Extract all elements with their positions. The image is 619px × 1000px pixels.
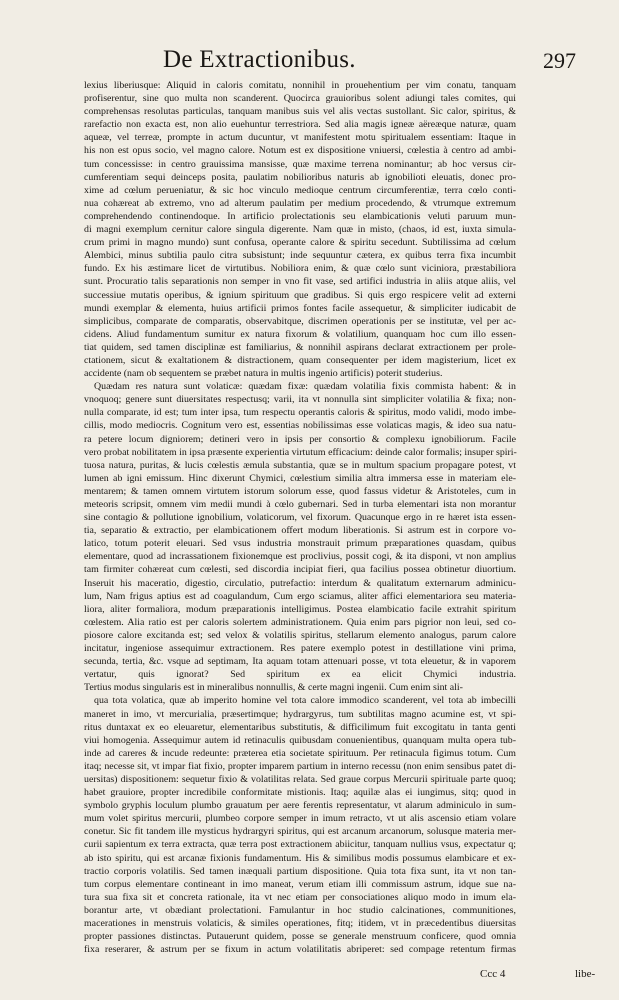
page-footer: [0, 966, 619, 986]
text-line: aqueæ, vel terreæ, prompte in actum ducuntur, vt manifestent motu spiritualem essentiam: Itaque in: [84, 132, 516, 144]
text-line: ab isto spiritu, qui est arcanæ fixionis fundamentum. His & similibus modis possumus elambicare et ex-: [84, 852, 516, 864]
text-line: maneret in imo, vt mercurialia, præsertimque; hydrargyrus, tum subtilitas magno acumine est, vt spi-: [84, 708, 516, 720]
text-line: di magni exemplum cernitur calore singula digerente. Nam quæ in misto, (chaos, id est, iuxta simula-: [84, 224, 516, 236]
text-line: his non est opus socio, vel magno calore. Notum est ex dispositione vniuersi, cœlestia à centro ad ambi-: [84, 145, 516, 157]
text-line: tractio corporis volatilis. Sed tamen inæquali partium dispositione. Quia tota fixa sunt, ita vt non tan-: [84, 865, 516, 877]
text-line: uersitas) dispositionem: sequetur fixio & volatilitas relata. Sed graue corpus Mercurii spirituale parte quoq;: [84, 773, 516, 785]
text-line: mentarem; & tamen omnem virtutem istorum solorum esse, quod fassus videtur & Aristoteles, cum in: [84, 485, 516, 497]
text-line: cillis, modo mediocris. Cognitum vero est, essentias nobilissimas esse volaticas magis, & ideo sua natu-: [84, 420, 516, 432]
text-line: vero probat nobilitatem in ipsa præsente experientia virtutum efficacium: deinde calor formalis; insuper spiri-: [84, 446, 517, 458]
page-number: 297: [543, 48, 576, 73]
text-line: cumferentiam sequi deinceps posita, paulatim nobilioribus naturis ab ignobilioti eleuatis, donec pro-: [84, 171, 516, 183]
text-line: accidente (nam ob sequentem se præbet natura in multis ingenio artificis) poterit studerius.: [84, 368, 443, 380]
text-line: tura sua fixa sit et concreta rationale, ita vt nec etiam per consociationes aliquo modo in imum ela-: [84, 891, 516, 903]
page-header: [0, 44, 619, 76]
text-line: mum volet spiritus mercurii, plumbeo corpore semper in imum retracto, vt ut alis ascensio etiam volare: [84, 813, 516, 825]
text-line: elementare, quod ad incrassationem fixionemque est proclivius, possit cogi, & ita disponi, vt non amplius: [84, 551, 516, 563]
text-line: tum concessisse: in centro grauissima mansisse, quæ maxime terrena nominantur; ab hoc versus cir-: [84, 158, 516, 170]
text-line: rarefactio non exacta est, non alio euehuntur terrestriora. Sed alia magis igneæ aëreæque naturæ, quam: [84, 119, 516, 131]
text-line: borantur arte, vt obædiant prolectationi. Famulantur in hoc studio calcinationes, communitiones,: [84, 904, 516, 916]
text-line: secunda, tertia, &c. vsque ad septimam, Ita aquam totam attenuari posse, vt tota eleuetur, & in vaporem: [84, 656, 516, 668]
text-line: profiserentur, sine quo multa non scanderent. Quocirca grauioribus solent adiungi tales comites, qui: [84, 93, 516, 105]
text-line: macerationes in menstruis volaticis, & similes operationes, fitq; itidem, vt in præcedentibus diuersitas: [84, 918, 516, 929]
text-line: habet grauiore, propter incredibile conformitate mistionis. Itaq; aquilæ alas ei iungimus, sitq; quod in: [84, 787, 516, 799]
text-line: piosore calore excitanda est; sed velox & volatilis spiritus, stellarum elemento analogus, parum calore: [84, 629, 516, 641]
text-line: ritus duntaxat ex eo eleuaretur, elementaribus substitutis, & difficilimum fuit excogitatu in tanta genti: [84, 721, 516, 733]
text-line: vnoquoq; genere sunt diuersitates respectusq; varii, ita vt nonnulla sint simpliciter volatilia & fixa; non-: [84, 394, 516, 406]
text-line: propter passiones distinctas. Putauerunt quidem, posse se generale menstruum conficere, quod omnia: [84, 931, 516, 943]
text-line: conetur. Sic fit tandem ille mysticus hydrargyri spiritus, qui est arcanum arcanorum, solusque materia mer-: [84, 826, 516, 838]
text-line: inde ad careres & incude redeunte: præterea etia societate spirituum. Per retinacula figimus totum. Cum: [84, 747, 516, 759]
text-line: comprehensas resolutas particulas, tanquam manibus suis vel alis vectas sustollant. Sic calor, spiritus, &: [84, 106, 516, 118]
text-line: nua cohæreat ab extremo, vno ad alterum paulatim per medium procedendo, & vtrumque extremum: [84, 197, 516, 209]
catchword: libe-: [575, 968, 596, 980]
text-line: ra petere locum digniorem; detineri vero in ipsis per consortio & complexu ignobiliorum. Facile: [84, 433, 516, 445]
text-line: sine contagio & pollutione ignobilium, volaticorum, vel fixorum. Quacunque ergo in re hæret ista essen-: [84, 512, 516, 524]
text-line: Tertius modus singularis est in mineralibus nonnullis, & certe magni ingenii. Cum enim sint ali-: [84, 682, 463, 694]
text-line: simplicibus, comparate de comparatis, observabitque, discrimen operationis per se institutæ, vel per ac-: [84, 315, 516, 327]
text-line: tam firmiter cohæreat cum cœlesti, sed discordia incipiat fieri, qua facilius possea obtinetur diuortium.: [84, 564, 516, 576]
text-line: ctationem, sicut & exaltationem & distractionem, quam consequenter per idem magisterium, licet ex: [84, 354, 516, 366]
text-line: cœlestem. Alia ratio est per caloris solertem administrationem. Quia enim pars pigrior non leui, sed co-: [84, 616, 516, 628]
text-line: successiue mutatis operibus, & ignium spirituum que gradibus. Si quis ergo respicere velit ad externi: [84, 289, 516, 301]
text-line: Inseruit his maceratio, digestio, circulatio, putrefactio: interdum & qualitatum externarum adminicu-: [84, 577, 516, 589]
text-line: xime ad cœlum perueniatur, & sic hoc vinculo medioque centrum circumferentiæ, terra cœlo conti-: [84, 184, 516, 196]
text-line: lumen ab igni emissum. Hinc dixerunt Chymici, cœlestium similia altra immersa esse in materiam ele-: [84, 472, 516, 484]
text-line: mundi exemplar & elementa, huius artificii primos fontes facile assequetur, & simpliciter iudicabit de: [84, 302, 516, 314]
text-line: comprehendendo continendoque. In artificio prolectationis seu elambicationis veluti paruum mun-: [84, 210, 516, 222]
text-line: liora, aliter formaliora, modum præparationis intelligimus. Postea elambicatio facile extrahit spiritum: [84, 603, 516, 615]
running-title: De Extractionibus.: [163, 46, 356, 73]
text-line: incitatur, ingeniose assequimur extractionem. Res patere exemplo potest in destillatione vini prima,: [84, 643, 516, 655]
text-line: fundo. Ex his æstimare licet de virtutibus. Nobiliora enim, & quæ cœlo sunt viciniora, præstabiliora: [84, 263, 516, 275]
text-line: fixa reserarer, & astrum per se fixum in actum volatilitatis abriperet: sed compage retentum firmas: [84, 944, 516, 956]
text-line: tum corpus elementare contineant in imo maneat, verum etiam illi commissum astrum, idque sue na-: [84, 878, 516, 890]
text-line: symbolo gryphis loculum plumbo grauatum per aere ferentis representatur, vt alarum adminiculo in sum-: [84, 800, 516, 812]
text-line: qua tota volatica, quæ ab imperito homine vel tota calore immodico scanderent, vel tota ab imbecilli: [94, 695, 516, 707]
text-line: nulla comparate, id est; tum inter ipsa, tum respectu operantis caloris & spiritus, modo validi, modo imbe-: [84, 407, 516, 419]
text-line: vertatur, quis ignorat? Sed spiritum ex ea elicit Chymici industria.: [84, 669, 516, 681]
text-line: viui homogenia. Assequimur autem id retinaculis quibusdam conuenientibus, quanquam multa opera tub-: [84, 734, 516, 746]
text-line: itaq; necesse sit, vt impar fiat fixio, propter imparem partium in interno recessu (non enim sensibus patet di-: [84, 760, 516, 772]
text-line: tiat quidem, sed tamen disciplinæ est familiarius, & nonnihil aspirans declarat extractionem per prole-: [84, 341, 516, 353]
signature-mark: Ccc 4: [480, 968, 506, 980]
text-line: Alembici, minus subtilia paulo citra subsistunt; inde sequuntur cætera, ex quibus terra fixa incumbit: [84, 250, 516, 262]
text-line: tuosa natura, puritas, & lucis cœlestis æmula substantia, quæ se in multum spacium propagare potest, vt: [84, 459, 516, 471]
text-line: cidens. Aliud fundamentum sumitur ex natura fixorum & volatilium, quanquam hoc cum illo essen-: [84, 328, 516, 340]
text-line: curii sapientum ex terra extracta, quæ terra post extractionem abiicitur, tanquam nullius vsus, expectatur q;: [84, 839, 516, 851]
text-line: lexius liberiusque: Aliquid in caloris comitatu, nonnihil in prouehentium per vim conatu, tanquam: [84, 80, 516, 91]
body-text: [84, 79, 517, 956]
text-line: latico, totum poterit eleuari. Sed vsus industria monstrauit primum præparationes quasdam, quibus: [84, 538, 516, 550]
text-line: sunt. Procuratio talis separationis non semper in vno fit vase, sed artifici industria in aliis atque aliis, vel: [84, 276, 516, 288]
text-line: lum, Nam frigus aptius est ad coagulandum, Cum ergo sciamus, aliter affici elementariora seu materia-: [84, 590, 516, 602]
text-line: tia, separatio & extractio, per elambicationem offert modum liberationis. Si astrum est in corpore vo-: [84, 525, 516, 537]
text-line: crum primi in magno mundo) sunt confusa, operante calore & spiritu secedunt. Subtilissima ad cœlum: [84, 237, 516, 249]
text-line: meteoris scripsit, omnem vim medii mundi à cœlo gubernari. Sed in turba elementari ista non morantur: [84, 499, 516, 510]
text-line: Quædam res natura sunt volaticæ: quædam fixæ: quædam volatilia fixis commista habent: & in: [94, 381, 516, 393]
